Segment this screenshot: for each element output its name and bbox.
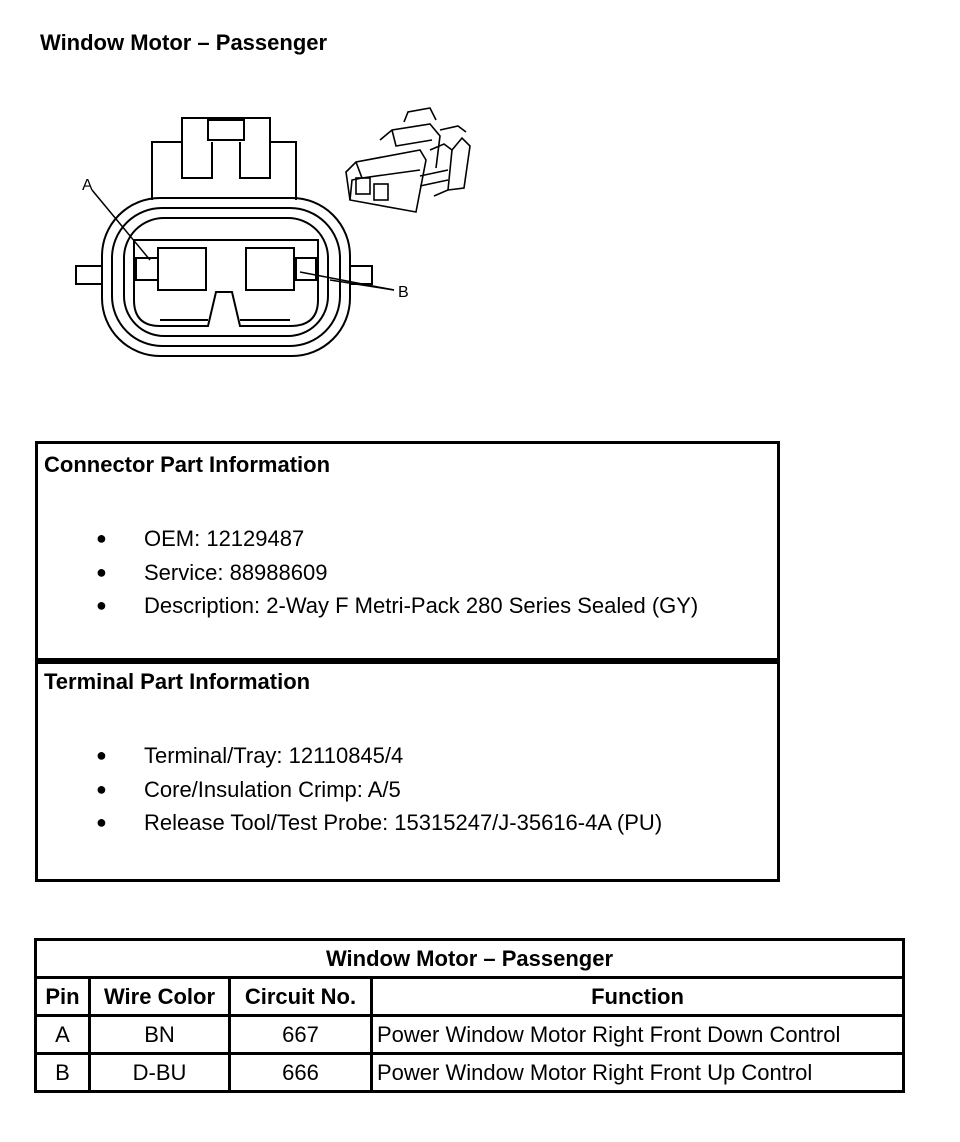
cell-circuit: 667 [230,1016,372,1054]
connector-3d-drawing [346,108,470,212]
cell-wire-color: BN [90,1016,230,1054]
table-title-row [36,940,904,978]
terminal-info-list [38,739,662,840]
pinout-table [34,938,905,1093]
list-item [38,739,662,773]
cell-pin: B [36,1054,90,1092]
pin-a-callout: A [82,177,93,194]
connector-face-drawing [76,118,394,356]
bullet: ● [96,745,107,765]
cell-circuit: 666 [230,1054,372,1092]
connector-info-list [38,522,698,623]
page-title: Window Motor – Passenger [40,30,328,55]
bullet: ● [96,595,107,615]
list-item [38,556,698,590]
terminal-release-tool: Release Tool/Test Probe: 15315247/J-35616-4A (PU) [144,810,663,835]
terminal-tray: Terminal/Tray: 12110845/4 [144,743,404,768]
connector-part-info-box [35,441,780,664]
header-function: Function [372,978,904,1016]
cell-pin: A [36,1016,90,1054]
list-item [38,522,698,556]
terminal-info-title: Terminal Part Information [44,669,311,694]
table-header-row [36,978,904,1016]
list-item [38,773,662,807]
cell-function: Power Window Motor Right Front Down Control [372,1016,904,1054]
connector-oem: OEM: 12129487 [144,526,305,551]
connector-diagram [0,0,960,420]
header-circuit: Circuit No. [230,978,372,1016]
list-item [38,589,698,623]
bullet: ● [96,812,107,832]
bullet: ● [96,561,107,582]
cell-function: Power Window Motor Right Front Up Control [372,1054,904,1092]
connector-description: Description: 2-Way F Metri-Pack 280 Series Sealed (GY) [144,593,699,618]
header-wire-color: Wire Color [90,978,230,1016]
bullet: ● [96,778,107,799]
table-row [36,1054,904,1092]
connector-service: Service: 88988609 [144,559,328,585]
bullet: ● [96,528,107,548]
pin-b-callout: B [398,284,409,301]
table-row [36,1016,904,1054]
terminal-part-info-box [35,658,780,882]
table-title: Window Motor – Passenger [36,940,904,978]
cell-wire-color: D-BU [90,1054,230,1092]
list-item [38,806,662,840]
connector-info-title: Connector Part Information [44,452,331,477]
header-pin: Pin [36,978,90,1016]
terminal-crimp: Core/Insulation Crimp: A/5 [144,776,401,802]
